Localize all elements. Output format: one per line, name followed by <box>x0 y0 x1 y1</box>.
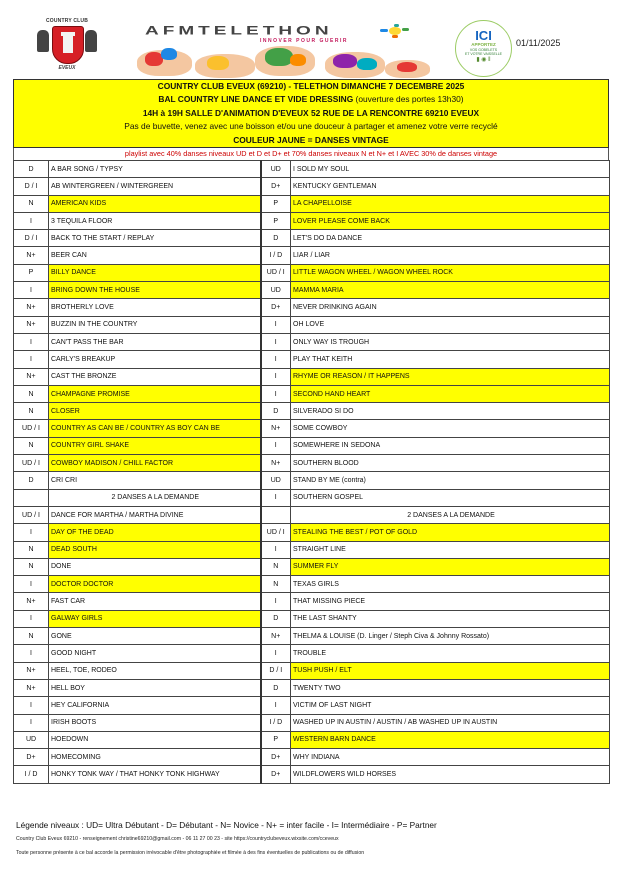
dance-name-cell: AMERICAN KIDS <box>49 195 261 212</box>
dance-level-cell: N+ <box>14 679 49 696</box>
dance-name-cell: STAND BY ME (contra) <box>291 472 610 489</box>
table-row <box>14 264 610 281</box>
level-legend: Légende niveaux : UD= Ultra Débutant - D= Débutant - N= Novice - N+ = inter facile - I= Intermédiaire - P= Partner <box>16 820 437 830</box>
ici-badge-line3: ET VOTRE VAISSELLE <box>464 52 503 56</box>
table-row <box>14 662 610 679</box>
dance-level-cell: D / I <box>14 178 49 195</box>
dance-name-cell: 3 TEQUILA FLOOR <box>49 212 261 229</box>
dance-level-cell: N <box>14 558 49 575</box>
dance-name-cell: DEAD SOUTH <box>49 541 261 558</box>
dance-name-cell: HONKY TONK WAY / THAT HONKY TONK HIGHWAY <box>49 766 261 783</box>
dance-level-cell: I <box>261 368 291 385</box>
dance-name-cell: BROTHERLY LOVE <box>49 299 261 316</box>
table-row <box>14 403 610 420</box>
dance-name-cell: LET'S DO DA DANCE <box>291 230 610 247</box>
dance-level-cell: I <box>14 351 49 368</box>
dance-level-cell: D+ <box>14 749 49 766</box>
ici-reusable-badge <box>455 20 512 77</box>
dance-level-cell: UD / I <box>261 264 291 281</box>
dance-name-cell: THAT MISSING PIECE <box>291 593 610 610</box>
dance-level-cell: N+ <box>14 368 49 385</box>
dance-name-cell: SUMMER FLY <box>291 558 610 575</box>
dance-level-cell: I <box>14 333 49 350</box>
dance-level-cell: P <box>261 212 291 229</box>
dance-level-cell: D+ <box>261 299 291 316</box>
dance-name-cell: CLOSER <box>49 403 261 420</box>
dance-level-cell: D <box>14 161 49 178</box>
dance-name-cell: ONLY WAY IS TROUGH <box>291 333 610 350</box>
dance-level-cell: I <box>14 282 49 299</box>
dance-name-cell: BEER CAN <box>49 247 261 264</box>
dance-name-cell: HEEL, TOE, RODEO <box>49 662 261 679</box>
dance-name-cell: SECOND HAND HEART <box>291 385 610 402</box>
dance-level-cell: N <box>14 385 49 402</box>
cowboy-figure-icon <box>37 30 49 52</box>
club-logo-name: COUNTRY CLUB <box>45 18 89 24</box>
table-row <box>14 472 610 489</box>
dance-name-cell: OH LOVE <box>291 316 610 333</box>
dance-name-cell: THE LAST SHANTY <box>291 610 610 627</box>
dance-name-cell: STEALING THE BEST / POT OF GOLD <box>291 524 610 541</box>
request-dances-cell: 2 DANSES A LA DEMANDE <box>49 489 261 506</box>
dance-name-cell: GOOD NIGHT <box>49 645 261 662</box>
dance-level-cell: UD <box>261 282 291 299</box>
dance-level-cell: I <box>261 697 291 714</box>
dance-name-cell: SOUTHERN BLOOD <box>291 455 610 472</box>
table-row <box>14 437 610 454</box>
dance-name-cell: TUSH PUSH / ELT <box>291 662 610 679</box>
table-row <box>14 749 610 766</box>
dance-name-cell: HOMECOMING <box>49 749 261 766</box>
dance-name-cell: SOUTHERN GOSPEL <box>291 489 610 506</box>
cup-plate-cutlery-icon: ▮ ◉ ‖ <box>476 57 491 63</box>
table-row <box>14 766 610 783</box>
dance-level-cell: I / D <box>261 714 291 731</box>
painted-hands-image <box>135 44 435 78</box>
dance-level-cell: I <box>14 212 49 229</box>
dance-level-cell: UD <box>14 731 49 748</box>
dance-name-cell: STRAIGHT LINE <box>291 541 610 558</box>
dance-level-cell: UD / I <box>14 420 49 437</box>
dance-level-cell: N <box>14 403 49 420</box>
table-row <box>14 455 610 472</box>
dance-name-cell: HELL BOY <box>49 679 261 696</box>
cowboy-figure-icon <box>85 30 97 52</box>
dance-level-cell: I <box>261 333 291 350</box>
dance-name-cell: GONE <box>49 628 261 645</box>
dance-table-body <box>14 161 610 784</box>
dance-level-cell: D+ <box>261 178 291 195</box>
event-title-line1: COUNTRY CLUB EVEUX (69210) - TELETHON DIMANCHE 7 DECEMBRE 2025 <box>157 81 465 91</box>
dance-level-cell: D / I <box>14 230 49 247</box>
dance-name-cell: SOME COWBOY <box>291 420 610 437</box>
dance-name-cell: KENTUCKY GENTLEMAN <box>291 178 610 195</box>
table-row <box>14 247 610 264</box>
dance-level-cell: I <box>14 645 49 662</box>
dance-name-cell: COUNTRY GIRL SHAKE <box>49 437 261 454</box>
dance-name-cell: HOEDOWN <box>49 731 261 748</box>
sun-logo-icon <box>380 24 410 38</box>
afm-telethon-tagline: INNOVER POUR GUERIR <box>260 38 348 44</box>
dance-level-cell: I <box>261 489 291 506</box>
dance-level-cell: D <box>261 403 291 420</box>
dance-name-cell: LOVER PLEASE COME BACK <box>291 212 610 229</box>
shield-icon <box>52 26 84 64</box>
dance-name-cell: DONE <box>49 558 261 575</box>
dance-name-cell: TWENTY TWO <box>291 679 610 696</box>
table-row <box>14 230 610 247</box>
dance-level-cell: I / D <box>261 247 291 264</box>
dance-level-cell: UD <box>261 472 291 489</box>
dance-name-cell: BUZZIN IN THE COUNTRY <box>49 316 261 333</box>
event-title-line3: 14H à 19H SALLE D'ANIMATION D'EVEUX 52 RUE DE LA RENCONTRE 69210 EVEUX <box>142 107 480 118</box>
dance-level-cell: P <box>261 731 291 748</box>
dance-name-cell: HEY CALIFORNIA <box>49 697 261 714</box>
dance-level-cell: N+ <box>261 628 291 645</box>
dance-name-cell: WASHED UP IN AUSTIN / AUSTIN / AB WASHED UP IN AUSTIN <box>291 714 610 731</box>
ici-badge-line1: APPORTEZ <box>471 42 496 47</box>
dance-level-cell: I <box>14 610 49 627</box>
dance-name-cell: CAST THE BRONZE <box>49 368 261 385</box>
dance-name-cell: THELMA & LOUISE (D. Linger / Steph Civa & Johnny Rossato) <box>291 628 610 645</box>
dance-level-cell: I <box>261 437 291 454</box>
table-row <box>14 195 610 212</box>
dance-name-cell: CAN'T PASS THE BAR <box>49 333 261 350</box>
country-club-logo <box>33 18 101 74</box>
dance-name-cell: MAMMA MARIA <box>291 282 610 299</box>
request-dances-cell: 2 DANSES A LA DEMANDE <box>291 506 610 523</box>
club-logo-town: EVEUX <box>58 65 76 71</box>
dance-name-cell: BILLY DANCE <box>49 264 261 281</box>
dance-level-cell: N <box>14 541 49 558</box>
dance-level-cell: N+ <box>14 316 49 333</box>
dance-level-cell: UD / I <box>14 506 49 523</box>
dance-level-cell: N+ <box>14 593 49 610</box>
dance-name-cell: DOCTOR DOCTOR <box>49 576 261 593</box>
table-row <box>14 161 610 178</box>
table-row <box>14 316 610 333</box>
dance-level-cell: P <box>14 264 49 281</box>
dance-name-cell: IRISH BOOTS <box>49 714 261 731</box>
dance-level-cell: N+ <box>14 299 49 316</box>
event-title-line2-plain: (ouverture des portes 13h30) <box>353 94 464 105</box>
dance-level-cell: I <box>14 714 49 731</box>
dance-name-cell: DAY OF THE DEAD <box>49 524 261 541</box>
dance-level-cell: N <box>14 628 49 645</box>
table-row <box>14 524 610 541</box>
dance-name-cell: TROUBLE <box>291 645 610 662</box>
dance-level-cell: I <box>261 316 291 333</box>
ici-badge-line2: VOS GOBELETS <box>469 48 498 52</box>
dance-level-cell: D+ <box>261 766 291 783</box>
table-row <box>14 731 610 748</box>
table-row <box>14 576 610 593</box>
dance-level-cell: D <box>261 610 291 627</box>
table-row <box>14 299 610 316</box>
event-title-line2-bold: BAL COUNTRY LINE DANCE ET VIDE DRESSING <box>158 94 354 105</box>
dance-level-cell: I <box>261 645 291 662</box>
dance-name-cell: CHAMPAGNE PROMISE <box>49 385 261 402</box>
dance-level-cell: UD / I <box>261 524 291 541</box>
table-row <box>14 282 610 299</box>
dance-name-cell: VICTIM OF LAST NIGHT <box>291 697 610 714</box>
event-title-line2 <box>14 93 608 106</box>
dance-level-cell: N+ <box>14 247 49 264</box>
playlist-note: playlist avec 40% danses niveaux UD et D et D+ et 70% danses niveaux N et N+ et I AVEC 30% de danses vintage <box>13 148 609 160</box>
dance-name-cell: WHY INDIANA <box>291 749 610 766</box>
dance-name-cell: GALWAY GIRLS <box>49 610 261 627</box>
dance-name-cell: COWBOY MADISON / CHILL FACTOR <box>49 455 261 472</box>
dance-name-cell: FAST CAR <box>49 593 261 610</box>
table-row <box>14 593 610 610</box>
table-row <box>14 178 610 195</box>
event-title-line5: COULEUR JAUNE = DANSES VINTAGE <box>233 134 389 145</box>
table-row <box>14 541 610 558</box>
dance-name-cell: WILDFLOWERS WILD HORSES <box>291 766 610 783</box>
dance-level-cell: N <box>261 576 291 593</box>
table-row <box>14 368 610 385</box>
table-row <box>14 212 610 229</box>
dance-level-cell: I <box>261 541 291 558</box>
dance-level-cell: N+ <box>14 662 49 679</box>
dance-name-cell: TEXAS GIRLS <box>291 576 610 593</box>
dance-name-cell: LA CHAPELLOISE <box>291 195 610 212</box>
tower-icon <box>63 35 73 53</box>
dance-name-cell: WESTERN BARN DANCE <box>291 731 610 748</box>
ici-badge-main: ICI <box>475 28 492 43</box>
dance-name-cell: NEVER DRINKING AGAIN <box>291 299 610 316</box>
dance-name-cell: RHYME OR REASON / IT HAPPENS <box>291 368 610 385</box>
dance-level-cell: N <box>14 195 49 212</box>
dance-level-cell: D <box>261 679 291 696</box>
table-row <box>14 610 610 627</box>
dance-name-cell: CRI CRI <box>49 472 261 489</box>
photo-consent-notice: Toute personne présente à ce bal accorde la permission irrévocable d'être photographiée et filmée à des fins éventuelles de publications ou de diffusion <box>16 850 365 856</box>
dance-name-cell: I SOLD MY SOUL <box>291 161 610 178</box>
dance-level-cell: I <box>14 524 49 541</box>
table-row <box>14 697 610 714</box>
table-row <box>14 385 610 402</box>
dance-level-cell: D <box>261 230 291 247</box>
dance-name-cell: BACK TO THE START / REPLAY <box>49 230 261 247</box>
dance-name-cell: SILVERADO SI DO <box>291 403 610 420</box>
table-row <box>14 679 610 696</box>
afm-telethon-banner <box>135 18 435 78</box>
dance-level-cell: D+ <box>261 749 291 766</box>
dance-level-cell: D <box>14 472 49 489</box>
dance-level-cell: I <box>261 385 291 402</box>
dance-name-cell: CARLY'S BREAKUP <box>49 351 261 368</box>
header <box>0 0 620 80</box>
dance-level-cell: I <box>261 593 291 610</box>
table-row <box>14 351 610 368</box>
event-title-box <box>13 79 609 148</box>
dance-level-cell: I <box>14 576 49 593</box>
dance-level-cell <box>261 506 291 523</box>
document-date: 01/11/2025 <box>516 38 561 48</box>
dance-name-cell: LITTLE WAGON WHEEL / WAGON WHEEL ROCK <box>291 264 610 281</box>
event-title-line4: Pas de buvette, venez avec une boisson et/ou une douceur à partager et amenez votre verre recyclé <box>124 121 498 132</box>
afm-telethon-title: AFMTELETHON <box>145 24 333 38</box>
dance-level-cell: P <box>261 195 291 212</box>
table-row <box>14 628 610 645</box>
table-row <box>14 420 610 437</box>
dance-name-cell: AB WINTERGREEN / WINTERGREEN <box>49 178 261 195</box>
dance-name-cell: SOMEWHERE IN SEDONA <box>291 437 610 454</box>
dance-level-cell: N+ <box>261 455 291 472</box>
dance-name-cell: A BAR SONG / TYPSY <box>49 161 261 178</box>
dance-level-cell: UD / I <box>14 455 49 472</box>
dance-name-cell: COUNTRY AS CAN BE / COUNTRY AS BOY CAN BE <box>49 420 261 437</box>
dance-level-cell <box>14 489 49 506</box>
table-row <box>14 489 610 506</box>
table-row <box>14 506 610 523</box>
dance-name-cell: BRING DOWN THE HOUSE <box>49 282 261 299</box>
table-row <box>14 333 610 350</box>
dance-level-cell: N+ <box>261 420 291 437</box>
dance-level-cell: I <box>261 351 291 368</box>
dance-level-cell: N <box>14 437 49 454</box>
dance-level-cell: UD <box>261 161 291 178</box>
contact-info: Country Club Eveux 69210 - renseignement christine69210@gmail.com - 06 11 27 00 23 - site https://countryclubeveux.wixsite.com/cceveux <box>16 836 339 842</box>
dance-name-cell: PLAY THAT KEITH <box>291 351 610 368</box>
dance-name-cell: LIAR / LIAR <box>291 247 610 264</box>
dance-level-cell: I <box>14 697 49 714</box>
dance-level-cell: I / D <box>14 766 49 783</box>
dance-name-cell: DANCE FOR MARTHA / MARTHA DIVINE <box>49 506 261 523</box>
table-row <box>14 714 610 731</box>
table-row <box>14 558 610 575</box>
dance-level-cell: N <box>261 558 291 575</box>
dance-level-cell: D / I <box>261 662 291 679</box>
table-row <box>14 645 610 662</box>
dance-table <box>13 160 610 784</box>
